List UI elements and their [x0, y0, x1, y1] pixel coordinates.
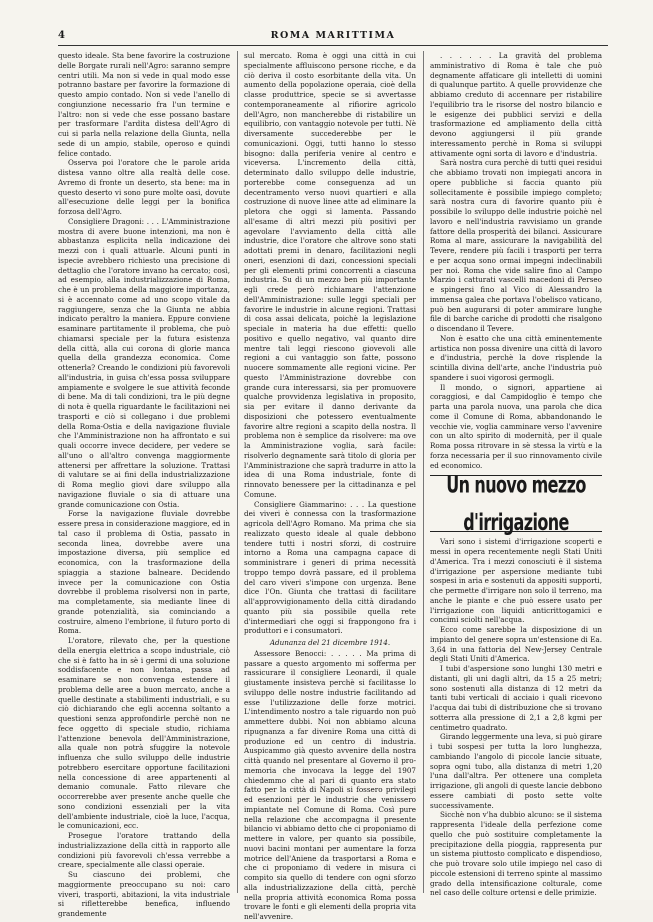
paragraph: Sicchè non v'ha dubbio alcuno: se il sistema rappresenta l'ideale della perfezione come quello che può sostituire completamente la precipitazione della pioggia, rappresenta pur un sistema piuttosto complicato e dispendioso, che può trovare solo utile impiego nel caso di piccole estensioni di terreno spinte al massimo grado della intensificazione colturale, come nel caso delle colture ortensi e delle primizie. [430, 810, 602, 898]
paragraph: Su ciascuno dei problemi, che maggiormente preoccupano su noi: caro viveri, trasporti, abitazioni, la vita industriale si rifletterebbe benefica, influendo grandemente [58, 870, 230, 918]
page-header [58, 30, 608, 44]
paragraph: Sarà nostra cura perchè di tutti quei residui che abbiamo trovati non impiegati ancora in opere pubbliche si faccia quanto più sollecitamente è possibile impiego completo; sarà nostra cura di favorire quanto più è possibile lo sviluppo delle industrie poichè nel lavoro e nell'industria ravvisiamo un grande fattore della prosperità dei bilanci. Assicurare Roma al mare, assicurare la navigabilità del Tevere, rendere più facili i trasporti per terra e per acqua sono ormai impegni indeclinabili per noi. Roma che vide salire fino al Campo Marzio i catturati vascelli macedoni di Perseo e spingersi fino al Vico di Alessandro la immensa galea che portava l'obelisco vaticano, può ben augurarsi di poter ammirare lunghe file di barche cariche di prodotti che risalgono o discendano il Tevere. [430, 158, 602, 333]
column-1 [58, 51, 230, 918]
paragraph: Girando leggermente una leva, si può girare i tubi sospesi per tutta la loro lunghezza, cambiando l'angolo di piccole lancie situate, sopra ogni tubo, alla distanza di metri 1,20 l'una dall'altra. Per ottenere una completa irrigazione, gli angoli di queste lancie debbono essere cambiati di posto sette volte successivamente. [430, 732, 602, 810]
running-title: ROMA MARITTIMA [270, 30, 396, 41]
paragraph: Prosegue l'oratore trattando della industrializzazione della città in rapporto alle condizioni più favorevoli ch'essa verrebbe a creare, specialmente alle classi operaie. [58, 831, 230, 870]
header-rule [58, 45, 608, 46]
column-divider [423, 51, 424, 893]
paragraph: Consigliere Giammarino: . . . La questione dei viveri è connessa con la trasformazione agricola dell'Agro Romano. Ma prima che sia realizzato questo ideale al quale debbono tendere tutti i nostri sforzi, di costruire intorno a Roma una campagna capace di somministrare i generi di prima necessità troppo tempo dovrà passare, ed il problema del caro viveri s'impone con urgenza. Bene dice l'On. Giunta che trattasi di facilitare all'approvvigionamento della città diradando quanto più sia possibile quella rete d'intermediari che oggi si frappongono fra i produttori e i consumatori. [244, 499, 416, 636]
column-divider [237, 51, 238, 893]
paragraph: Assessore Benocci: . . . . . Ma prima di passare a questo argomento mi sofferma per rassicurare il consigliere Leonardi, il quale giustamente insisteva perchè si facilitasse lo sviluppo delle nostre industrie facilitando ad esse l'utilizzazione delle forze motrici. L'intendimento nostro a tale riguardo non può ammettere dubbi. Noi non abbiamo alcuna ripugnanza a far divenire Roma una città di produzione ed un centro di industria. Auspicammo già questo avvenire della nostra città quando nel presentare al Governo il pro-memoria che invocava la legge del 1907 chiedemmo che al pari di quanto era stato fatto per la città di Napoli si fossero privilegi ed esenzioni per le industrie che venissero impiantate nel Comune di Roma. Così pure nella relazione che accompagna il presente bilancio vi abbiamo detto che ci proponiamo di mettere in valore, per quanto sia possibile, nuovi bacini montani per aumentare la forza motrice dell'Aniene da trasportarsi a Roma e che ci proponiamo di vedere in misura ci compito sia quello di tendere con ogni sforzo alla industrializzazione della città, perchè nella propria attività economica Roma possa trovare le fonti e gli elementi della propria vita nell'avvenire. [244, 648, 416, 921]
paragraph: Osserva poi l'oratore che le parole arida distesa vanno oltre alla realtà delle cose. Avremo di fronte un deserto, sta bene: ma in questo deserto vi sono pure molte oasi, dovute all'esecuzione delle leggi per la bonifica forzosa dell'Agro. [58, 158, 230, 216]
paragraph: I tubi d'aspersione sono lunghi 130 metri e distanti, gli uni dagli altri, da 15 a 25 metri; sono sostenuti alla distanza di 12 metri da tanti tubi verticali di acciaio i quali ricevono l'acqua dai tubi di distribuzione che si trovano sotterra alla pressione di 2,1 a 2,8 kgmi per centimetro quadrato. [430, 664, 602, 732]
meeting-dateline: Adunanza del 21 dicembre 1914. [269, 638, 391, 647]
column-3 [430, 51, 602, 898]
paragraph: sul mercato. Roma è oggi una città in cui specialmente affluiscono persone ricche, e da ciò deriva il costo esorbitante della vita. Un aumento della popolazione operaia, cioè della classe produttrice, specie se si avvertasse contemporaneamente al rifiorire agricolo dell'Agro, non mancherebbe di ristabilire un equilibrio, con vantaggio notevole per tutti. Nè diversamente succederebbe per le comunicazioni. Oggi, tutti hanno lo stesso bisogno: dalla periferia venire al centro e viceversa. L'incremento della città, determinato dallo sviluppo delle industrie, porterebbe come conseguenza ad un decentramento verso nuovi quartieri e alla costruzione di nuove linee atte ad eliminare la pletora che oggi si lamenta. Passando all'esame di altri mezzi più positivi per agevolare l'avviamento della città alle industrie, dice l'oratore che altrove sono stati adottati premi in denaro, facilitazioni negli oneri, esenzioni di dazi, concessioni speciali per gli elementi primi concorrenti a ciascuna industria. Su di un mezzo ben più importante egli crede però richiamare l'attenzione dell'Amministrazione: sulle leggi speciali per favorire le industrie in alcune regioni. Trattasi di cosa assai delicata, poichè la legislazione speciale in materia ha due effetti: quello positivo e quello negativo, val quanto dire mentre tali leggi riescono giovevoli alle regioni a cui vantaggio son fatte, possono nuocere sommamente alle regioni vicine. Per questo l'Amministrazione dovrebbe con grande cura interessarsi, sia per promuovere qualche provvidenza legislativa in proposito, sia per evitare il danno derivante da disposizioni che potessero eventualmente favorire altre regioni a scapito della nostra. Il problema non è semplice da risolvere: ma ove la Amministrazione voglia, sarà facile: risolverlo degnamente sarà titolo di gloria per l'Amministrazione che saprà tradurre in atto la idea di una Roma industriale, fonte di rinnovato benessere per la cittadinanza e pel Comune. [244, 51, 416, 499]
paragraph: Forse la navigazione fluviale dovrebbe essere presa in considerazione maggiore, ed in tal caso il problema di Ostia, passato in seconda linea, dovrebbe avere una impostazione diversa, più semplice ed economica, con la trasformazione della spiaggia a stazione balneare. Decidendo invece per la comunicazione con Ostia dovrebbe il problema risolversi non in parte, ma completamente, sia mediante linee di grande potenzialità, sia cominciando a costruire, almeno l'embrione, il futuro porto di Roma. [58, 509, 230, 636]
article-title-block [430, 470, 602, 537]
page-number: 4 [58, 30, 65, 41]
paragraph: Consigliere Dragoni: . . . L'Amministrazione mostra di avere buone intenzioni, ma non è abbastanza esplicita nella indicazione dei mezzi con i quali attuarle. Alcuni punti in ispecie avrebbero richiesto una precisione di dettaglio che l'oratore invano ha cercato; così, ad esempio, alla industrializzazione di Roma, che è un problema della maggiore importanza, si è accennato come ad uno scopo vitale da raggiungere, senza che la Giunta ne abbia indicato peraltro la maniera. Eppure conviene esaminare partitamente il problema, che può chiamarsi speciale per la futura esistenza della città, alla cui corona di glorie manca quella della grandezza economica. Come ottenerla? Creando le condizioni più favorevoli all'industria, in guisa ch'essa possa sviluppare ampiamente e svolgere le sue attività feconde di bene. Ma di tali condizioni, tra le più degne di nota è quella riguardante le facilitazioni nei trasporti e ciò si collegano i due problemi della Roma-Ostia e della navigazione fluviale che l'Amministrazione non ha affrontato e sui quali occorre invece decidere, per vedere se all'uno o all'altro convenga maggiormente attenersi per affrettare la soluzione. Trattasi di valutare se ai fini della industrializzazione di Roma meglio giovi dare sviluppo alla navigazione fluviale o sia di attuare una grande comunicazione con Ostia. [58, 216, 230, 509]
column-2 [244, 51, 416, 921]
paragraph: L'oratore, rilevato che, per la questione della energia elettrica a scopo industriale, ciò che si è fatto ha in sè i germi di una soluzione soddisfacente e non lontana, passa ad esaminare se non convenga estendere il problema delle aree a buon mercato, anche a quelle destinate a stabilimenti industriali, e su ciò dichiarando che egli accenna soltanto a questioni senza approfondirle perchè non ne fece oggetto di speciale studio, richiama l'attenzione benevola dell'Amministrazione, alla quale non potrà sfuggire la notevole influenza che sullo sviluppo delle industrie potrebbero esercitare opportune facilitazioni nella concessione di aree appartenenti al demanio comunale. Fatto rilevare che occorrerebbe aver presente anche quelle che sono condizioni essenziali per la vita dell'ambiente industriale, cioè la luce, l'acqua, le comunicazioni, ecc. [58, 636, 230, 831]
paragraph: . . . . . . La gravità del problema amministrativo di Roma è tale che può degnamente affaticare gli intelletti di uomini di qualunque partito. A quelle provvidenze che abbiamo creduto di accennare per ristabilire l'equilibrio tra le risorse del nostro bilancio e le esigenze dei pubblici servizi e della trasformazione ed ampliamento della città devono aggiungersi il più grande interessamento perchè in Roma si sviluppi attivamente ogni sorta di lavoro e d'industria. [430, 51, 602, 158]
paragraph: Non è esatto che una città eminentemente artistica non possa divenire una città di lavoro e d'industria, perchè la dove risplende la scintilla divina dell'arte, anche l'industria può spandere i suoi vigorosi germogli. [430, 333, 602, 382]
paragraph: Il mondo, o signori, appartiene ai coraggiosi, e dal Campidoglio è tempo che parta una parola nuova, una parola che dica come il Comune di Roma, abbandonando le vecchie vie, voglia camminare verso l'avvenire con un alto spirito di modernità, per il quale Roma possa ritrovare in sè stessa la virtù e la forza necessaria per il suo rinnovamento civile ed economico. [430, 382, 602, 470]
paragraph: questo ideale. Sta bene favorire la costruzione delle Borgate rurali nell'Agro: saranno sempre centri utili. Ma non si vede in qual modo esse potranno bastare per favorire la formazione di questo ampio contado. Non si vede l'anello di congiunzione necessario fra l'un termine e l'altro: non si vede che esse possano bastare per trasformare l'ardita distesa dell'Agro di cui si parla nella relazione della Giunta, nella sede di un ampio, stabile, operoso e quindi felice contado. [58, 51, 230, 158]
paragraph: Vari sono i sistemi d'irrigazione scoperti e messi in opera recentemente negli Stati Uniti d'America. Tra i mezzi conosciuti è il sistema d'irrigazione per aspersione mediante tubi sospesi in aria e sostenuti da appositi supporti, che permette d'irrigare non solo il terreno, ma anche le piante e che può essere usato per l'irrigazione con liquidi anticrittogamici e concimi sciolti nell'acqua. [430, 537, 602, 625]
paragraph: Ecco come sarebbe la disposizione di un impianto del genere sopra un'estensione di Ea. 3,64 in una fattoria del New-Jersey Centrale degli Stati Uniti d'America. [430, 625, 602, 664]
article-title: Un nuovo mezzo d'irrigazione [446, 470, 586, 537]
